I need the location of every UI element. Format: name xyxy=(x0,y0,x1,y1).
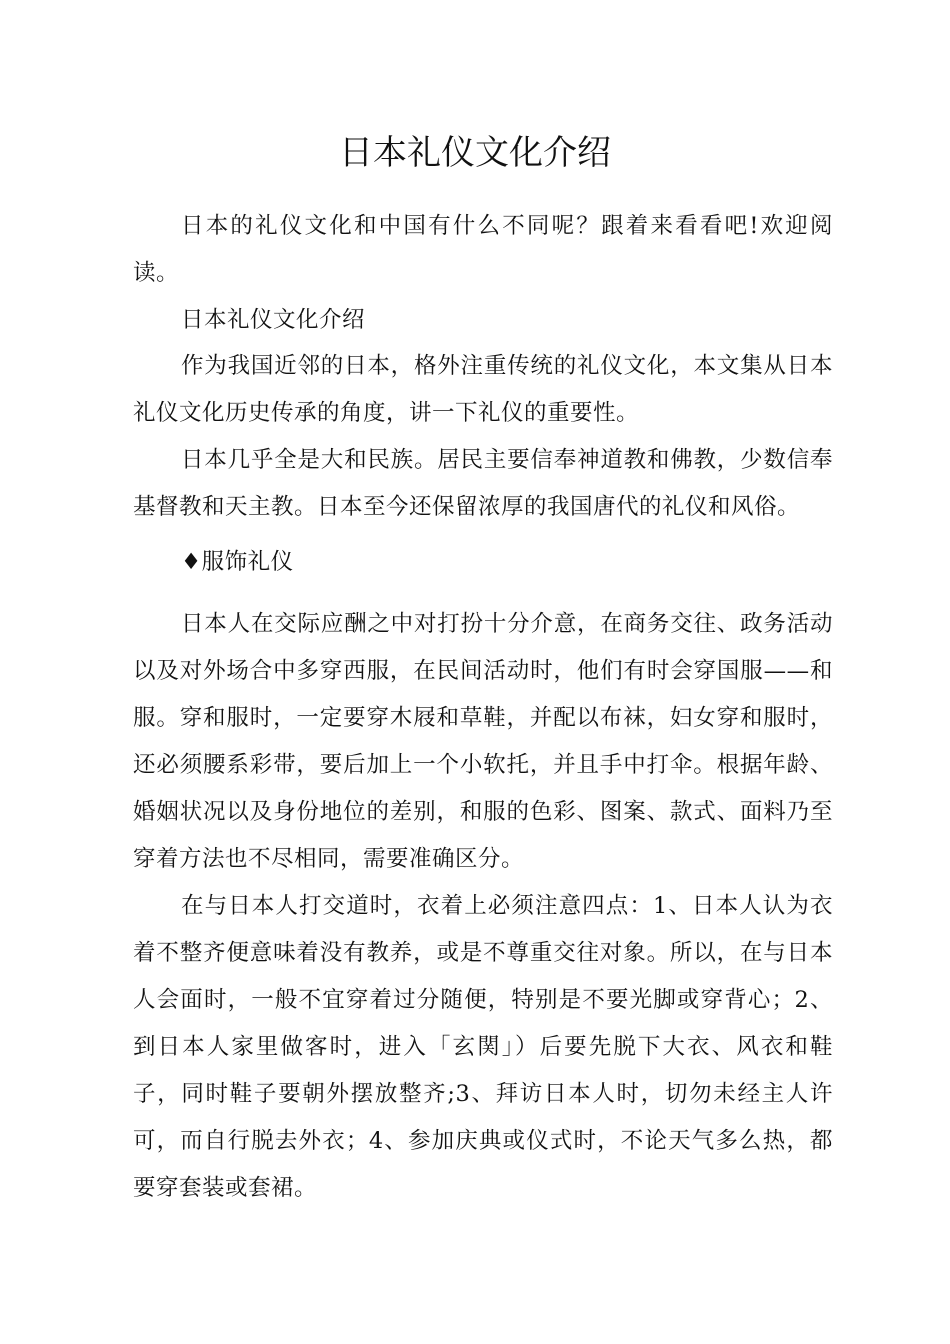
dress-rules-paragraph: 在与日本人打交道时，衣着上必须注意四点：1、日本人认为衣着不整齐便意味着没有教养，或是不尊重交往对象。所以，在与日本人会面时，一般不宜穿着过分随便，特别是不要光脚或穿背心；2、到日本人家里做客时，进入「玄関」）后要先脱下大衣、风衣和鞋子，同时鞋子要朝外摆放整齐;3、拜访日本人时，切勿未经主人许可，而自行脱去外衣；4、参加庆典或仪式时，不论天气多么热，都要穿套装或套裙。 xyxy=(133,893,833,1201)
neighbor-paragraph: 作为我国近邻的日本，格外注重传统的礼仪文化，本文集从日本礼仪文化历史传承的角度，讲一下礼仪的重要性。 xyxy=(133,353,833,426)
section-heading-dress-etiquette: ♦服饰礼仪 xyxy=(181,549,294,575)
intro-paragraph: 日本的礼仪文化和中国有什么不同呢？跟着来看看吧!欢迎阅读。 xyxy=(133,213,833,286)
document-title: 日本礼仪文化介绍 xyxy=(339,133,611,173)
dress-paragraph: 日本人在交际应酬之中对打扮十分介意，在商务交往、政务活动以及对外场合中多穿西服，在民间活动时，他们有时会穿国服——和服。穿和服时，一定要穿木屐和草鞋，并配以布袜，妇女穿和服时，还必须腰系彩带，要后加上一个小软托，并且手中打伞。根据年龄、婚姻状况以及身份地位的差别，和服的色彩、图案、款式、面料乃至穿着方法也不尽相同，需要准确区分。 xyxy=(133,611,833,872)
people-paragraph: 日本几乎全是大和民族。居民主要信奉神道教和佛教，少数信奉基督教和天主教。日本至今还保留浓厚的我国唐代的礼仪和风俗。 xyxy=(133,447,833,520)
subtitle-paragraph: 日本礼仪文化介绍 xyxy=(181,307,366,333)
